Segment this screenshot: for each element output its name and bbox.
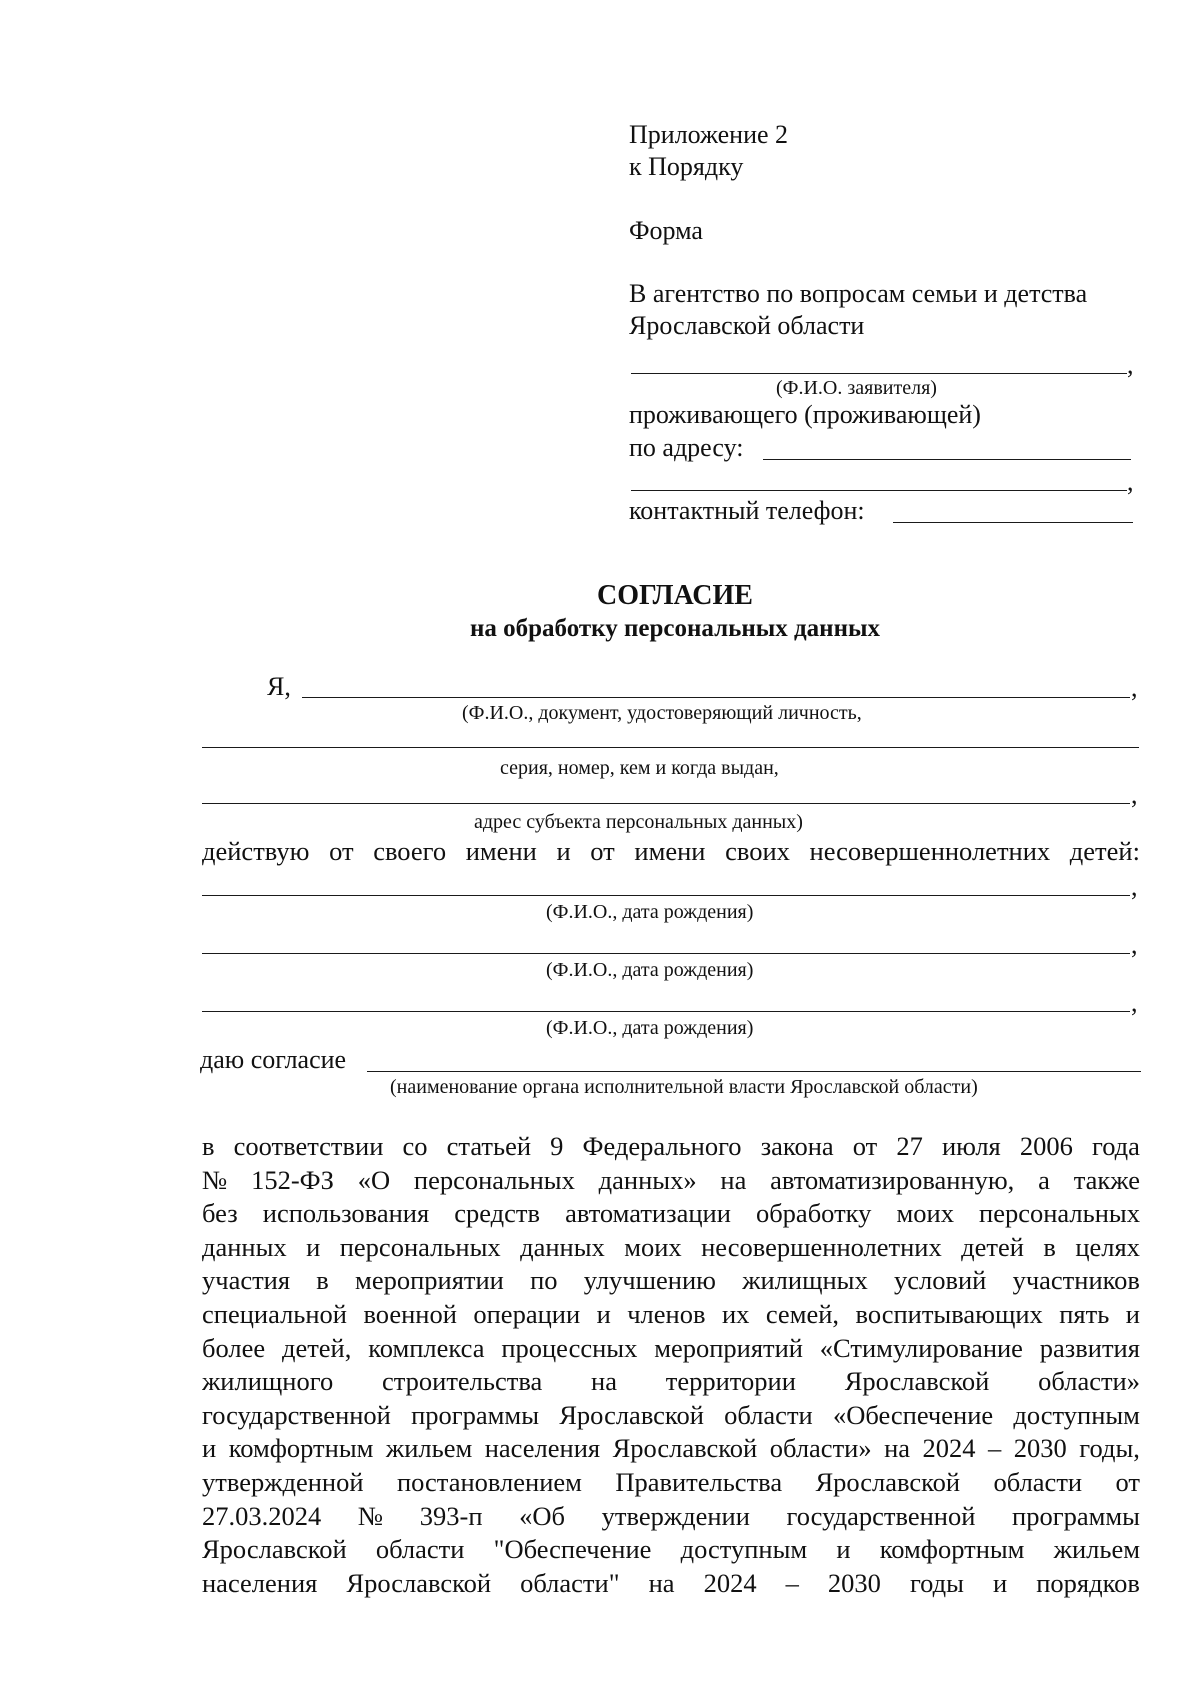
word: утверждении [601, 1500, 750, 1531]
word: специальной [202, 1298, 347, 1329]
word: в [316, 1265, 329, 1296]
applicant-fio-field[interactable] [631, 373, 1127, 374]
word: «Стимулирование [819, 1332, 1023, 1363]
subject-fio-field[interactable] [302, 697, 1130, 698]
body-line [202, 1500, 1140, 1534]
phone-label: контактный телефон: [629, 496, 865, 525]
word: 2024 [922, 1433, 976, 1464]
word: программы [1012, 1500, 1140, 1531]
word: жилищных [742, 1265, 868, 1296]
word: персональных [979, 1198, 1140, 1229]
word: жильем [1053, 1534, 1140, 1565]
word: статьей [446, 1131, 532, 1161]
child-3-field[interactable] [202, 1011, 1130, 1012]
word: персональных [339, 1231, 501, 1262]
word: строительства [381, 1366, 543, 1397]
comma: , [1131, 872, 1138, 901]
word: их [721, 1298, 750, 1329]
subject-caption-2: серия, номер, кем и когда выдан, [500, 757, 779, 779]
word: мероприятий [654, 1332, 803, 1363]
body-line [202, 1365, 1140, 1399]
word: операции [473, 1298, 581, 1329]
subject-caption-3: адрес субъекта персональных данных) [474, 811, 803, 833]
word: комплекса [368, 1332, 485, 1363]
child-2-field[interactable] [202, 953, 1130, 954]
comma: , [1131, 780, 1138, 809]
word: членов [627, 1298, 706, 1329]
word: более [202, 1332, 266, 1363]
body-line [202, 1332, 1140, 1366]
word: от [1115, 1466, 1140, 1497]
word: несовершеннолетних [809, 836, 1051, 866]
word: 2030 [827, 1567, 881, 1598]
form-label: Форма [629, 216, 703, 245]
word: жильем [385, 1433, 473, 1464]
word: от [329, 836, 354, 866]
word: автоматизированную, [770, 1164, 1015, 1195]
residing-label: проживающего (проживающей) [629, 400, 981, 429]
word: населения [484, 1433, 601, 1464]
word: территории [665, 1366, 796, 1397]
word: данных» [598, 1164, 697, 1195]
word: Ярославской [815, 1466, 961, 1497]
child-1-caption: (Ф.И.О., дата рождения) [546, 901, 754, 923]
word: условий [893, 1265, 987, 1296]
word: годы [909, 1567, 964, 1598]
word: на [591, 1366, 617, 1397]
word: "Обеспечение [493, 1534, 652, 1565]
comma: , [1131, 988, 1138, 1017]
word: соответствии [233, 1131, 384, 1161]
word: воспитывающих [855, 1298, 1043, 1329]
word: Ярославской [844, 1366, 990, 1397]
child-2-caption: (Ф.И.О., дата рождения) [546, 959, 754, 981]
word: области [993, 1466, 1083, 1497]
word: 27 [896, 1131, 923, 1161]
word: Правительства [615, 1466, 783, 1497]
word: мероприятии [355, 1265, 504, 1296]
body-line [202, 1197, 1140, 1231]
word: участия [202, 1265, 291, 1296]
body-line [202, 1231, 1140, 1265]
word: Ярославской [202, 1534, 347, 1565]
applicant-fio-caption: (Ф.И.О. заявителя) [776, 377, 937, 399]
word: области» [1038, 1366, 1140, 1397]
phone-field[interactable] [893, 522, 1133, 523]
word: порядков [1036, 1567, 1140, 1598]
body-line [202, 1567, 1140, 1601]
word: несовершеннолетних [701, 1231, 942, 1262]
word: области [724, 1399, 813, 1430]
subject-caption-1: (Ф.И.О., документ, удостоверяющий личность, [462, 702, 862, 724]
addressee-line-1: В агентство по вопросам семьи и детства [629, 279, 1088, 308]
word: области» [769, 1433, 872, 1464]
word: утвержденной [202, 1466, 364, 1497]
word: данных [520, 1231, 605, 1262]
word: и [836, 1534, 851, 1565]
address-label: по адресу: [629, 433, 744, 462]
word: детей [961, 1231, 1024, 1262]
word: без [202, 1198, 238, 1229]
word: на [884, 1433, 911, 1464]
body-line [202, 1164, 1140, 1198]
body-line [202, 1466, 1140, 1500]
document-title: СОГЛАСИЕ [597, 580, 753, 611]
word: военной [363, 1298, 457, 1329]
word: процессных [501, 1332, 638, 1363]
word: области" [520, 1567, 620, 1598]
acting-line [202, 836, 1140, 866]
to-order-label: к Порядку [629, 152, 744, 181]
word: также [1073, 1164, 1140, 1195]
word: имени [465, 836, 537, 866]
word: улучшению [583, 1265, 716, 1296]
word: № [357, 1500, 384, 1531]
word: в [1043, 1231, 1056, 1262]
word: в [202, 1131, 215, 1161]
word: моих [896, 1198, 954, 1229]
word: программы [411, 1399, 540, 1430]
word: и [306, 1231, 321, 1262]
word: «Обеспечение [832, 1399, 994, 1430]
word: на [720, 1164, 747, 1195]
i-label: Я, [267, 672, 291, 701]
word: и [202, 1433, 217, 1464]
document-subtitle: на обработку персональных данных [470, 615, 880, 642]
word: комфортным [879, 1534, 1025, 1565]
word: развития [1039, 1332, 1140, 1363]
subject-document-field[interactable] [202, 747, 1139, 748]
word: года [1091, 1131, 1140, 1161]
word: детей: [1069, 836, 1140, 866]
word: своих [725, 836, 790, 866]
body-line [202, 1264, 1140, 1298]
word: № [202, 1164, 228, 1195]
body-line [202, 1399, 1140, 1433]
word: от [590, 836, 615, 866]
word: по [530, 1265, 558, 1296]
word: государственной [202, 1399, 391, 1430]
word: пять [1059, 1298, 1110, 1329]
word: доступным [680, 1534, 808, 1565]
consent-label: даю согласие [200, 1045, 347, 1074]
word: области [375, 1534, 465, 1565]
word: Ярославской [346, 1567, 492, 1598]
word: средств [454, 1198, 540, 1229]
child-3-caption: (Ф.И.О., дата рождения) [546, 1017, 754, 1039]
body-line [202, 1533, 1140, 1567]
word: со [402, 1131, 428, 1161]
word: 2024 [703, 1567, 757, 1598]
word: населения [202, 1567, 318, 1598]
word: государственной [786, 1500, 976, 1531]
word: 27.03.2024 [202, 1500, 322, 1531]
word: использования [262, 1198, 430, 1229]
word: 393-п [419, 1500, 483, 1531]
word: – [785, 1567, 799, 1598]
word: и [556, 836, 571, 866]
word: от [852, 1131, 878, 1161]
body-line [202, 1298, 1140, 1332]
word: Федерального [582, 1131, 742, 1161]
comma: , [1127, 467, 1134, 496]
word: «Об [519, 1500, 566, 1531]
word: и [1125, 1298, 1140, 1329]
word: а [1038, 1164, 1050, 1195]
word: Ярославской [612, 1433, 758, 1464]
child-1-field[interactable] [202, 895, 1130, 896]
word: своего [373, 836, 447, 866]
word: 2030 [1013, 1433, 1067, 1464]
word: персональных [413, 1164, 575, 1195]
word: имени [634, 836, 706, 866]
appendix-label: Приложение 2 [629, 120, 789, 149]
word: жилищного [202, 1366, 334, 1397]
word: закона [760, 1131, 834, 1161]
word: июля [942, 1131, 1001, 1161]
word: и [992, 1567, 1008, 1598]
consent-body [202, 1130, 1140, 1600]
body-line [202, 1432, 1140, 1466]
word: семей, [765, 1298, 840, 1329]
word: годы, [1079, 1433, 1140, 1464]
word: действую [202, 836, 310, 866]
address-field[interactable] [763, 459, 1131, 460]
word: автоматизации [565, 1198, 731, 1229]
address-field-2[interactable] [631, 490, 1127, 491]
authority-field[interactable] [367, 1071, 1141, 1072]
addressee-line-2: Ярославской области [629, 311, 865, 340]
word: обработку [755, 1198, 872, 1229]
comma: , [1127, 350, 1134, 379]
word: 9 [550, 1131, 564, 1161]
comma: , [1131, 673, 1138, 702]
word: 152-ФЗ [251, 1164, 334, 1195]
body-line [202, 1130, 1140, 1164]
comma: , [1131, 930, 1138, 959]
word: Ярославской [559, 1399, 704, 1430]
word: данных [202, 1231, 287, 1262]
word: 2006 [1019, 1131, 1073, 1161]
word: постановлением [396, 1466, 582, 1497]
word: участников [1012, 1265, 1140, 1296]
word: целях [1075, 1231, 1140, 1262]
word: и [596, 1298, 611, 1329]
word: моих [624, 1231, 682, 1262]
word: – [988, 1433, 1002, 1464]
word: комфортным [228, 1433, 374, 1464]
word: «О [357, 1164, 391, 1195]
word: детей, [281, 1332, 352, 1363]
authority-caption: (наименование органа исполнительной власти Ярославской области) [390, 1076, 978, 1098]
word: на [648, 1567, 675, 1598]
word: доступным [1013, 1399, 1140, 1430]
subject-address-field[interactable] [202, 803, 1130, 804]
